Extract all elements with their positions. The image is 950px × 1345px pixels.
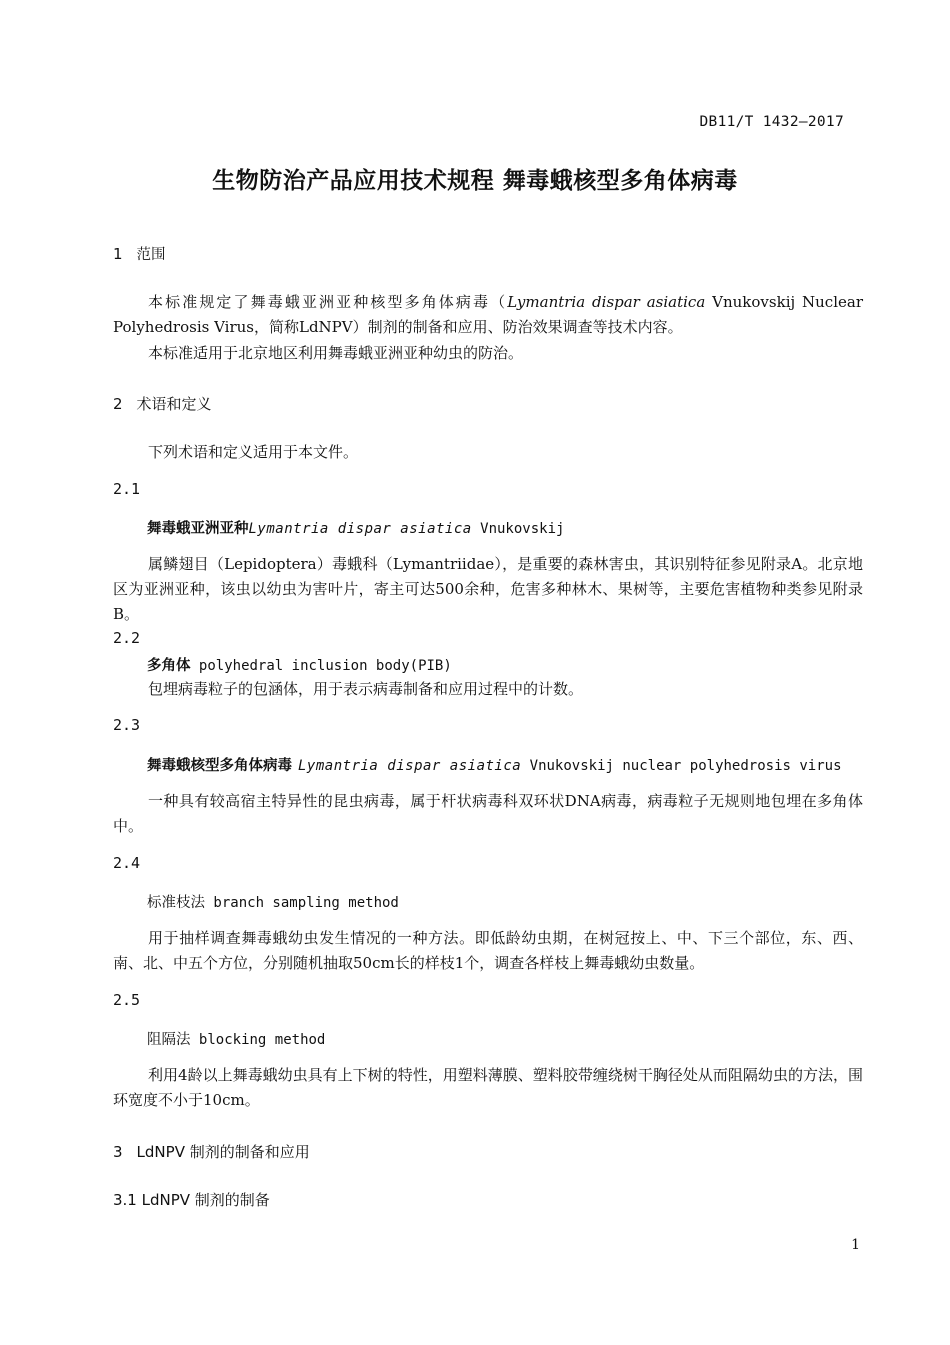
- term-number: 2.5: [113, 991, 141, 1009]
- term-definition: 属鳞翅目（Lepidoptera）毒蛾科（Lymantriidae），是重要的森林害虫，其识别特征参见附录A。北京地区为亚洲亚种，该虫以幼虫为害叶片，寄主可达500余种，危害多种林木、果树等，主要危害植物种类参见附录B。: [113, 555, 863, 623]
- term-number: 2.4: [113, 854, 141, 872]
- term-cn: 舞毒蛾亚洲亚种: [147, 521, 249, 537]
- document-title: 生物防治产品应用技术规程 舞毒蛾核型多角体病毒: [212, 168, 738, 194]
- section-number: 1: [113, 245, 123, 263]
- term-heading: [147, 517, 564, 538]
- term-latin: Lymantria dispar asiatica: [248, 521, 472, 537]
- term-number: 2.1: [113, 480, 141, 498]
- term-heading: [147, 891, 399, 912]
- section-1-heading: [113, 243, 166, 264]
- scope-text-a: 本标准规定了舞毒蛾亚洲亚种核型多角体病毒（: [148, 293, 508, 311]
- scope-text-b: Vnukovskij Nuclear Polyhedrosis Virus，简称LdNPV）制剂的制备和应用、防治效果调查等技术内容。: [113, 293, 863, 336]
- term-number: 2.2: [113, 629, 141, 647]
- term-heading: [147, 754, 842, 775]
- section-3-heading: [113, 1141, 310, 1162]
- scope-latin-name: Lymantria dispar asiatica: [507, 293, 706, 311]
- section-2-heading: [113, 393, 212, 414]
- term-heading: [147, 654, 452, 675]
- term-definition: 用于抽样调查舞毒蛾幼虫发生情况的一种方法。即低龄幼虫期，在树冠按上、中、下三个部位，东、西、南、北、中五个方位，分别随机抽取50cm长的样枝1个，调查各样枝上舞毒蛾幼虫数量。: [113, 929, 863, 972]
- section-title: LdNPV 制剂的制备和应用: [136, 1143, 310, 1161]
- term-definition: 一种具有较高宿主特异性的昆虫病毒，属于杆状病毒科双环状DNA病毒，病毒粒子无规则地包埋在多角体中。: [113, 792, 863, 835]
- term-en: blocking method: [190, 1032, 326, 1048]
- scope-paragraph-1: [113, 290, 863, 340]
- section-title: 术语和定义: [136, 395, 212, 413]
- page-number: 1: [851, 1237, 860, 1253]
- term-cn: 标准枝法: [147, 895, 205, 911]
- term-en: polyhedral inclusion body(PIB): [190, 658, 452, 674]
- section-number: 2: [113, 395, 123, 413]
- term-definition: 利用4龄以上舞毒蛾幼虫具有上下树的特性，用塑料薄膜、塑料胶带缠绕树干胸径处从而阻隔幼虫的方法，围环宽度不小于10cm。: [113, 1066, 863, 1109]
- standard-code: DB11/T 1432—2017: [699, 114, 844, 130]
- term-cn: 舞毒蛾核型多角体病毒: [147, 758, 292, 774]
- term-en: branch sampling method: [205, 895, 399, 911]
- term-cn: 多角体: [147, 658, 191, 674]
- scope-paragraph-2: 本标准适用于北京地区利用舞毒蛾亚洲亚种幼虫的防治。: [148, 344, 524, 362]
- term-cn: 阻隔法: [147, 1032, 191, 1048]
- term-latin: Lymantria dispar asiatica: [298, 758, 522, 774]
- subsection-3-1-heading: 3.1 LdNPV 制剂的制备: [113, 1191, 270, 1209]
- section-number: 3: [113, 1143, 123, 1161]
- term-number: 2.3: [113, 716, 141, 734]
- term-heading: [147, 1028, 325, 1049]
- section-title: 范围: [136, 247, 166, 263]
- term-en: Vnukovskij nuclear polyhedrosis virus: [521, 758, 842, 774]
- term-en: Vnukovskij: [471, 521, 565, 537]
- terms-intro: 下列术语和定义适用于本文件。: [148, 443, 359, 461]
- term-definition: 包埋病毒粒子的包涵体，用于表示病毒制备和应用过程中的计数。: [148, 680, 584, 698]
